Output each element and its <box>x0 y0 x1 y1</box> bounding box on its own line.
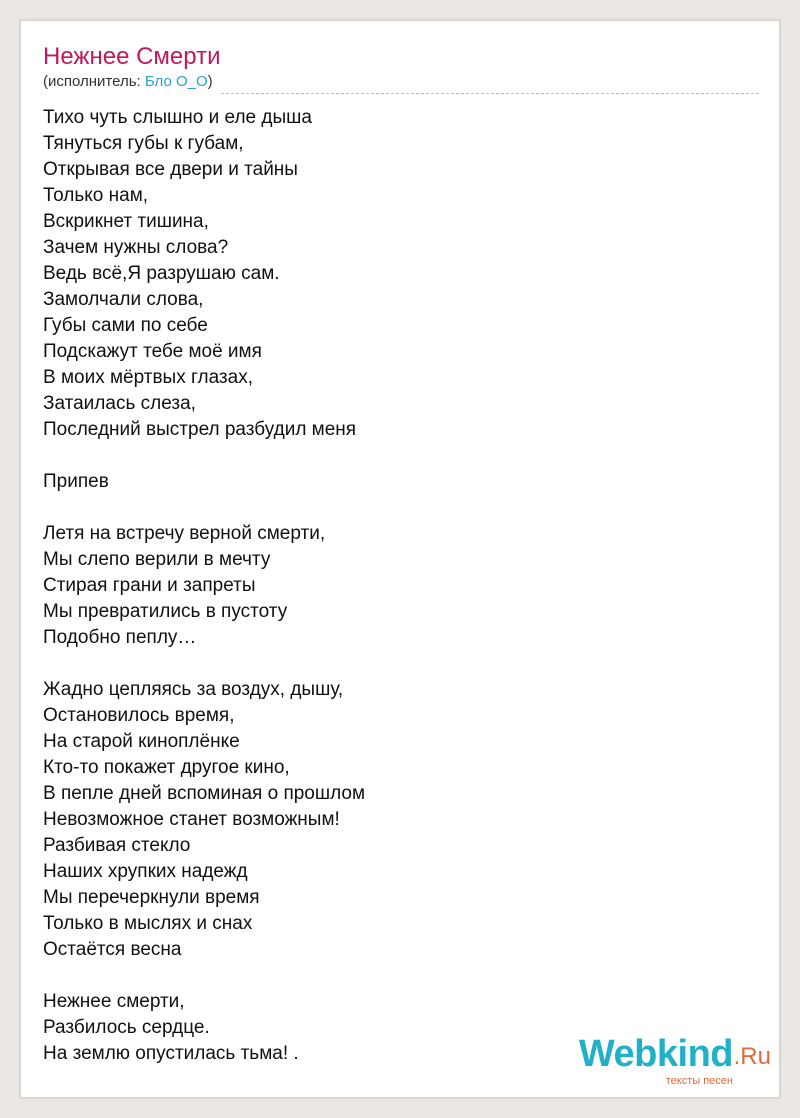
logo-tld-text: .Ru <box>733 1043 771 1070</box>
lyric-line: Наших хрупких надежд <box>43 861 248 882</box>
lyric-line: Подскажут тебе моё имя <box>43 341 262 362</box>
lyric-line: Последний выстрел разбудил меня <box>43 419 357 440</box>
song-title: Нежнее Смерти <box>43 43 221 70</box>
lyric-line: Тянуться губы к губам, <box>43 133 244 154</box>
artist-link[interactable]: Бло О_О <box>144 73 208 90</box>
lyric-blank-line <box>43 651 743 677</box>
lyric-line: Разбилось сердце. <box>43 1017 210 1038</box>
artist-prefix: (исполнитель: <box>43 73 145 90</box>
lyric-blank-line <box>43 443 743 469</box>
lyric-line: Разбивая стекло <box>43 835 191 856</box>
lyric-line: На старой киноплёнке <box>43 731 240 752</box>
lyric-line: В пепле дней вспоминая о прошлом <box>43 783 366 804</box>
lyric-line: Мы превратились в пустоту <box>43 601 288 622</box>
lyric-line: Кто-то покажет другое кино, <box>43 757 290 778</box>
artist-line <box>43 73 213 90</box>
lyric-line: В моих мёртвых глазах, <box>43 367 253 388</box>
lyric-line: Припев <box>43 471 109 492</box>
logo-main-text: Webkind <box>578 1033 733 1075</box>
logo-subtitle: тексты песен <box>665 1075 733 1087</box>
lyric-line: Только в мыслях и снах <box>43 913 253 934</box>
lyric-blank-line <box>43 495 743 521</box>
lyric-line: Губы сами по себе <box>43 315 208 336</box>
lyric-line: Вскрикнет тишина, <box>43 211 209 232</box>
lyric-line: Тихо чуть слышно и еле дыша <box>43 107 312 128</box>
lyric-line: Остаётся весна <box>43 939 182 960</box>
lyric-line: Невозможное станет возможным! <box>43 809 340 830</box>
lyric-blank-line <box>43 963 743 989</box>
site-logo[interactable] <box>573 1033 773 1095</box>
title-divider <box>221 93 759 94</box>
lyrics-page <box>20 20 780 1098</box>
lyric-line: Летя на встречу верной смерти, <box>43 523 326 544</box>
lyric-line: На землю опустилась тьма! . <box>43 1043 299 1064</box>
lyric-line: Ведь всё,Я разрушаю сам. <box>43 263 280 284</box>
lyric-line: Жадно цепляясь за воздух, дышу, <box>43 679 344 700</box>
lyric-line: Только нам, <box>43 185 149 206</box>
lyric-line: Открывая все двери и тайны <box>43 159 298 180</box>
lyric-line: Мы слепо верили в мечту <box>43 549 271 570</box>
lyric-line: Нежнее смерти, <box>43 991 185 1012</box>
lyrics-text <box>43 105 743 1067</box>
lyric-line: Затаилась слеза, <box>43 393 196 414</box>
lyric-line: Замолчали слова, <box>43 289 204 310</box>
artist-suffix: ) <box>207 73 213 90</box>
lyric-line: Стирая грани и запреты <box>43 575 256 596</box>
lyric-line: Мы перечеркнули время <box>43 887 260 908</box>
lyric-line: Остановилось время, <box>43 705 235 726</box>
lyric-line: Зачем нужны слова? <box>43 237 229 258</box>
lyric-line: Подобно пеплу… <box>43 627 197 648</box>
